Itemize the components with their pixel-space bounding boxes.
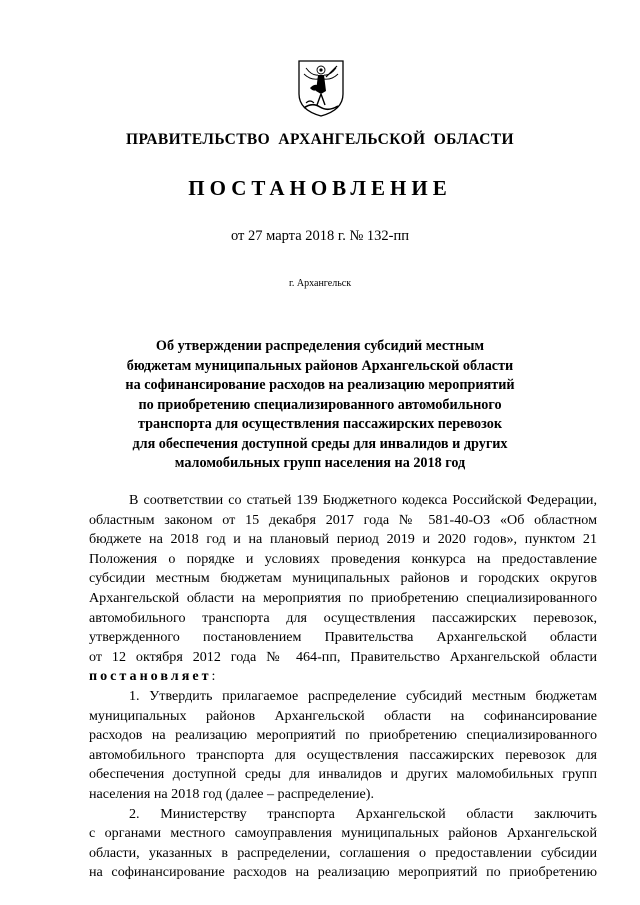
subject-line: Об утверждении распределения субсидий местным <box>155 338 485 354</box>
document-kind: ПОСТАНОВЛЕНИЕ <box>188 176 452 200</box>
subject-line: бюджетам муниципальных районов Архангельской области <box>126 357 514 374</box>
decree-line <box>89 667 597 687</box>
document-subject <box>90 337 550 474</box>
body-line: Архангельской области на мероприятия по приобретению специализированного <box>89 589 597 606</box>
item-1-line: 1. Утвердить прилагаемое распределение субсидий местным бюджетам <box>129 687 597 704</box>
item-1-line: расходов на реализацию мероприятий по приобретению специализированного <box>89 727 597 744</box>
subject-line: для обеспечения доступной среды для инвалидов и других <box>132 435 508 452</box>
document-date-number: от 27 марта 2018 г. № 132-пп <box>230 228 410 244</box>
subject-line: на софинансирование расходов на реализацию мероприятий <box>125 377 515 393</box>
arkhangelsk-coat-of-arms-icon <box>296 58 346 118</box>
subject-line: по приобретению специализированного автомобильного <box>138 396 502 413</box>
subject-line: маломобильных групп населения на 2018 год <box>174 455 466 471</box>
body-line: В соответствии со статьей 139 Бюджетного кодекса Российской Федерации, <box>129 492 597 508</box>
body-line: утвержденного постановлением Правительства Архангельской области <box>89 629 597 646</box>
item-2-line: на софинансирование расходов на реализацию мероприятий по приобретению <box>89 864 597 881</box>
body-line: автомобильного транспорта для осуществления пассажирских перевозок, <box>89 609 597 626</box>
document-city: г. Архангельск <box>288 278 352 289</box>
item-2-line: 2. Министерству транспорта Архангельской области заключить <box>129 805 597 822</box>
item-1-line: муниципальных районов Архангельской области на софинансирование <box>89 707 597 724</box>
item-1-line: обеспечения доступной среды для инвалидов и других маломобильных групп <box>89 766 597 783</box>
government-name: ПРАВИТЕЛЬСТВО АРХАНГЕЛЬСКОЙ ОБЛАСТИ <box>125 131 514 148</box>
item-1-line: автомобильного транспорта для осуществления пассажирских перевозок для <box>89 746 597 763</box>
body-line: бюджете на 2018 год и на плановый период 2019 и 2020 годов», пунктом 21 <box>89 531 597 548</box>
body-line: субсидии местным бюджетам муниципальных районов и городских округов <box>89 570 597 587</box>
item-1-line: населения на 2018 год (далее – распределение). <box>89 785 375 802</box>
subject-line: транспорта для осуществления пассажирских перевозок <box>138 416 502 432</box>
body-line: от 12 октября 2012 года № 464-пп, Правительство Архангельской области <box>89 648 597 665</box>
document-body <box>89 491 597 883</box>
item-2-line: с органами местного самоуправления муниципальных районов Архангельской <box>89 825 597 842</box>
decree-colon: : <box>211 668 216 685</box>
decree-word: постановляет <box>89 668 212 685</box>
item-2-line: области, указанных в распределении, соглашения о предоставлении субсидии <box>89 844 597 861</box>
body-line: Положения о порядке и условиях проведения конкурса на предоставление <box>89 550 597 567</box>
body-line: областным законом от 15 декабря 2017 года № 581-40-ОЗ «Об областном <box>89 511 597 528</box>
